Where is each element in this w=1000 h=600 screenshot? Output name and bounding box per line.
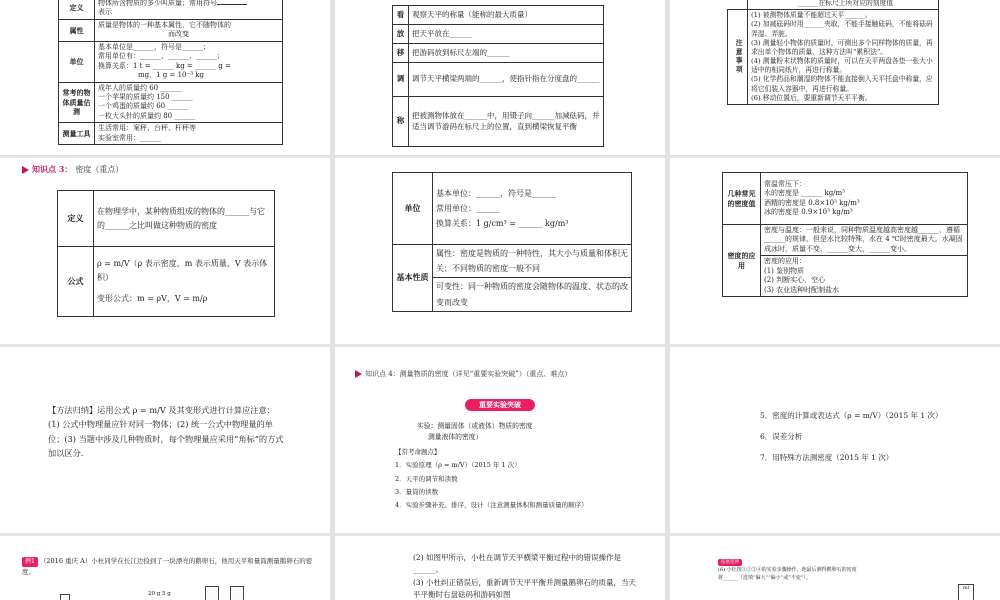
mass-unit-head: 单位 bbox=[59, 41, 95, 82]
notes-head: 注意事项 bbox=[728, 10, 748, 105]
exam-point-3: 3．量筒的读数 bbox=[395, 487, 439, 496]
density-def-body: 在物理学中，某种物质组成的物体的______与它的______之比叫做这种物质的密度 bbox=[94, 191, 275, 247]
exam-point-6: 6．误差分析 bbox=[760, 432, 803, 441]
cylinder-figure-2 bbox=[230, 586, 244, 600]
cylinder-figure-1 bbox=[205, 586, 219, 600]
step-weigh-body: 把被测物体放在______中，用镊子向______加减砝码，并适当调节游码在标尺上的位置，直到横梁恢复平衡 bbox=[409, 97, 604, 147]
slide-kp4-experiment[interactable] bbox=[335, 347, 665, 533]
example-1-text bbox=[22, 556, 318, 577]
exam-point-4: 4．实验步骤补充、排序，设计（注意测量体积和测量质量的顺序） bbox=[395, 501, 588, 510]
exam-point-5: 5．密度的计算或表达式（ρ = m/V）（2015 年 1 次） bbox=[760, 411, 943, 420]
density-apply-head: 密度的应用 bbox=[723, 225, 761, 297]
density-prop-1: 属性：密度是物质的一种特性，其大小与质量和体积无关；不同物质的密度一般不同 bbox=[433, 245, 632, 278]
step-weigh-head: 称 bbox=[393, 97, 409, 147]
step-place-body: 把天平放在______ bbox=[409, 25, 604, 44]
kp3-label: 知识点 3： bbox=[32, 164, 73, 174]
mass-tool-body: 生活常用：案秤、台秤、杆秤等 实验室常用：______ bbox=[95, 123, 283, 145]
mass-tool-head: 测量工具 bbox=[59, 123, 95, 145]
step-place-head: 放 bbox=[393, 25, 409, 44]
balance-steps-table bbox=[392, 5, 604, 147]
density-formula-head: 公式 bbox=[58, 247, 94, 317]
extension-badge: 拓展延伸 bbox=[718, 559, 742, 566]
slide-extension[interactable] bbox=[670, 536, 1000, 600]
mass-def-head: 定义 bbox=[59, 0, 95, 19]
experiment-banner: 重要实验突破 bbox=[465, 399, 535, 411]
density-temp-body: 密度与温度：一般来说，同种物质温度越高密度越______，遵循______的规律，但是水比较特殊，水在 4 ℃时密度最大。水凝固成冰时，质量不变，______变大，______变小。 bbox=[761, 225, 968, 256]
slide-mass-table[interactable] bbox=[0, 0, 330, 155]
extension-q6-choice: 将______（选填“偏大”“偏小”或“不变”）。 bbox=[718, 575, 811, 582]
mass-estimate-body: 成年人的质量约 60 ______ 一个苹果的质量约 150 ______ 一个鸡蛋的质量约 60 ______ 一枚大头针的质量约 80 ______ bbox=[95, 82, 283, 123]
experiment-subtitle: 测量液体的密度） bbox=[428, 433, 483, 441]
kp-marker-icon bbox=[22, 166, 29, 174]
mass-estimate-head: 常考的物体质量估测 bbox=[59, 82, 95, 123]
exam-point-2: 2．天平的调节和读数 bbox=[395, 474, 458, 483]
slide-exam-points-cont[interactable] bbox=[670, 347, 1000, 533]
step-adjust-head: 调 bbox=[393, 63, 409, 97]
density-unit-body: 基本单位：______，符号是______ 常用单位：______ 换算关系：1 g/cm³ = ______ kg/m³ bbox=[433, 173, 632, 245]
banner-wrap bbox=[335, 392, 665, 411]
slide-method-summary[interactable] bbox=[0, 347, 330, 533]
step-move-head: 移 bbox=[393, 44, 409, 63]
density-def-table bbox=[57, 190, 275, 317]
balance-notes-table bbox=[727, 0, 939, 105]
exam-point-1: 1．实验原理（ρ = m/V）（2015 年 1 次） bbox=[395, 461, 521, 470]
density-unit-table bbox=[392, 172, 632, 312]
slide-example-1[interactable] bbox=[0, 536, 330, 600]
slide-balance-steps[interactable] bbox=[335, 0, 665, 155]
slide-balance-notes[interactable] bbox=[670, 0, 1000, 155]
density-apply-body: 密度的应用： (1) 鉴别物质 (2) 判断实心、空心 (3) 农业选种时配制盐水 bbox=[761, 256, 968, 297]
step-look-head: 看 bbox=[393, 6, 409, 25]
kp4-title: 知识点 4：测量物质的密度（详见“重要实验突破”）（重点、难点） bbox=[365, 370, 572, 378]
kp3-header bbox=[22, 164, 123, 175]
extension-q6: (6) 小杜按①②③④的实验步骤操作，他最后测得鹅卵石的密度 bbox=[718, 567, 857, 574]
mass-table bbox=[58, 0, 283, 145]
notes-top-line: ______在标尺上所对应的刻度值 bbox=[748, 0, 939, 10]
example-q2: (2) 如图甲所示，小杜在调节天平横梁平衡过程中的错误操作是______。 bbox=[413, 553, 622, 575]
slide-example-1-cont[interactable] bbox=[335, 536, 665, 600]
density-values-head: 几种常见的密度值 bbox=[723, 173, 761, 225]
balance-figure bbox=[60, 594, 70, 600]
example-1-body: （2016 重庆 A）小杜同学在长江边捡到了一块漂亮的鹅卵石，他用天平和量筒测量鹅卵石的密度。 bbox=[22, 557, 313, 576]
example-1-cont-text bbox=[413, 552, 643, 600]
exam-points bbox=[395, 446, 588, 513]
density-formula-body: ρ = m/V（ρ 表示密度，m 表示质量，V 表示体积） 变形公式：m = ρV，V = m/ρ bbox=[94, 247, 275, 317]
step-move-body: 把游码放到标尺左端的______ bbox=[409, 44, 604, 63]
notes-body: (1) 被测物体质量不能超过天平______。 (2) 加减砝码时用______夹取，不能手接触砝码，不能将砝码弄湿、弄脏。 (3) 测量轻小物体的质量时，可测出多个同样物体的质量，再求出单个物体的质量，这种方法叫“累积法”。 (4) 测量粉末状物体的质量时，可以在天平两盘各垫一张大小适中的相同纸片，再进行称量。 (5) 化学药品和潮湿的物体不能直接倒入天平托盘中称量，应将它们装入容器中，再进行称量。 (6) 移动位置后，要重新调节天平平衡。 bbox=[748, 10, 939, 105]
density-values-table bbox=[722, 172, 968, 297]
cylinder-figure-3-visible: ml bbox=[958, 584, 974, 600]
extension-text bbox=[718, 558, 857, 582]
exam-points-head: 【常考命题点】 bbox=[395, 448, 441, 456]
kp-marker-icon bbox=[355, 370, 362, 378]
slide-density-values[interactable] bbox=[670, 158, 1000, 344]
mass-prop-head: 属性 bbox=[59, 19, 95, 41]
slide-density-def[interactable] bbox=[0, 158, 330, 344]
step-adjust-body: 调节天平横梁两端的______，使指针指在分度盘的______ bbox=[409, 63, 604, 97]
density-prop-2: 可变性：同一种物质的密度会随物体的温度、状态的改变而改变 bbox=[433, 278, 632, 311]
exam-point-7: 7．用特殊方法测密度（2015 年 1 次） bbox=[760, 453, 894, 462]
weights-label: 20 g 5 g bbox=[148, 591, 171, 597]
density-def-head: 定义 bbox=[58, 191, 94, 247]
density-unit-head: 单位 bbox=[393, 173, 433, 245]
density-prop-head: 基本性质 bbox=[393, 245, 433, 312]
method-summary-text: 【方法归纳】运用公式 ρ = m/V 及其变形式进行计算应注意：(1) 公式中物理量应针对同一物体；(2) 统一公式中物理量的单位；(3) 当题中涉及几种物质时，每个物理量应采用“角标”的方式加以区分. bbox=[48, 405, 284, 459]
slide-density-unit[interactable] bbox=[335, 158, 665, 344]
experiment-title: 实验：测量固体（或液体）物质的密度 bbox=[417, 422, 533, 430]
example-q3: (3) 小杜纠正错误后，重新调节天平平衡并测量鹅卵石的质量，当天平平衡时右盘砝码和游码如图 bbox=[413, 577, 637, 600]
exam-points-cont bbox=[760, 405, 943, 468]
mass-def-body: 物体所含物质的多少叫质量；常用符号 表示 bbox=[95, 0, 283, 19]
example-badge: 例1 bbox=[22, 557, 38, 567]
kp4-header bbox=[355, 369, 571, 379]
mass-prop-body: 质量是物体的一种基本属性，它不随物体的 而改变 bbox=[95, 19, 283, 41]
density-values-body: 常温常压下： 水的密度是 ______ kg/m³ 酒精的密度是 0.8×10³ kg/m³ 冰的密度是 0.9×10³ kg/m³ bbox=[761, 173, 968, 225]
step-look-body: 观察天平的称量（能称的最大质量） bbox=[409, 6, 604, 25]
mass-unit-body: 基本单位是______，符号是______； 常用单位有：______、______、______； 换算关系：1 t = ______ kg = ______ g = mg，1 g = 10⁻³ kg bbox=[95, 41, 283, 82]
kp3-title: 密度（重点） bbox=[75, 165, 124, 174]
